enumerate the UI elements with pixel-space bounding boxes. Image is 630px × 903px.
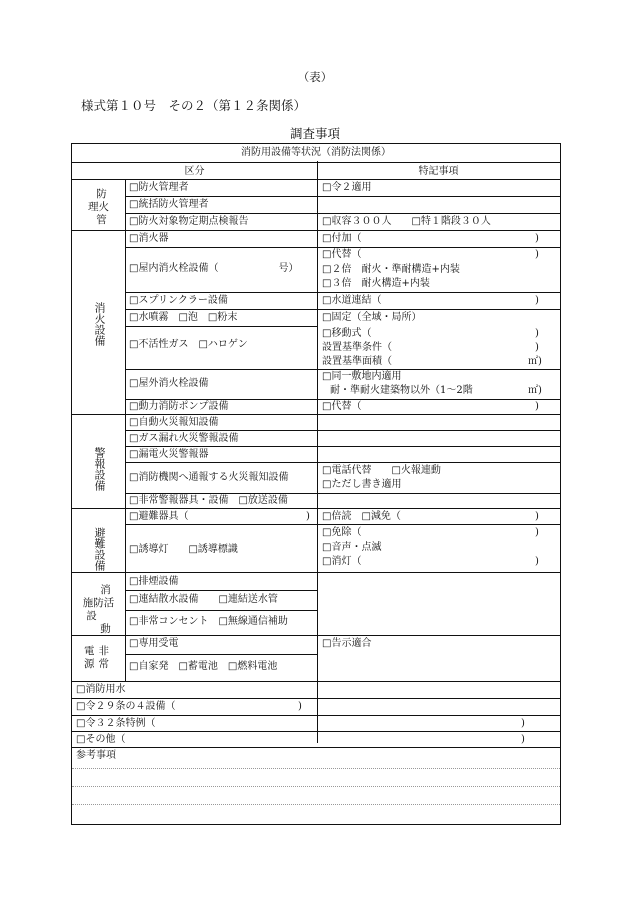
item-teiki-tenken[interactable]: □防火対象物定期点検報告 bbox=[129, 216, 249, 227]
note-paren: ) bbox=[535, 511, 539, 522]
item-hijo-keiho[interactable]: □非常警報器具・設備 □放送設備 bbox=[129, 495, 288, 506]
item-tokatsu-boka[interactable]: □統括防火管理者 bbox=[129, 199, 209, 210]
item-paren: ) bbox=[298, 701, 302, 712]
note-paren: ) bbox=[535, 233, 539, 244]
section-line bbox=[72, 508, 560, 509]
item-shobo-yosui[interactable]: □消防用水 bbox=[76, 684, 126, 695]
note-onsei[interactable]: □音声・点滅 bbox=[322, 542, 382, 553]
row-line bbox=[125, 399, 560, 400]
row-line bbox=[72, 715, 560, 716]
item-boka-kanrisha[interactable]: □防火管理者 bbox=[129, 182, 189, 193]
item-hinan-kigu[interactable]: □避難器具（ bbox=[129, 511, 189, 522]
item-sonota[interactable]: □その他（ bbox=[76, 734, 126, 745]
survey-table bbox=[71, 143, 561, 825]
item-renketsu-sansui[interactable]: □連結散水設備 □連結送水管 bbox=[129, 594, 278, 605]
item-rei29[interactable]: □令２９条の４設備（ bbox=[76, 701, 176, 712]
row-line bbox=[125, 610, 317, 611]
note-taika-igai: 耐・準耐火建築物以外（1～2階 bbox=[330, 385, 473, 396]
note-baidoku[interactable]: □倍読 □減免（ bbox=[322, 511, 401, 522]
note-paren: ) bbox=[535, 249, 539, 260]
section-line bbox=[72, 681, 560, 682]
note-suido-renketsu[interactable]: □水道連結（ bbox=[322, 295, 382, 306]
item-hijo-concent[interactable]: □非常コンセント □無線通信補助 bbox=[129, 616, 288, 627]
note-kokuji[interactable]: □告示適合 bbox=[322, 638, 372, 649]
row-line bbox=[125, 590, 317, 591]
row-line bbox=[125, 247, 560, 248]
item-doryoku-pump[interactable]: □動力消防ポンプ設備 bbox=[129, 401, 229, 412]
item-okunai-shokasen[interactable]: □屋内消火栓設備（ 号） bbox=[129, 263, 299, 274]
col-category-header: 区分 bbox=[184, 166, 205, 177]
note-paren: ) bbox=[535, 556, 539, 567]
category-dengen-label: 電非 源常 bbox=[84, 645, 113, 670]
section-line bbox=[72, 572, 560, 573]
item-yudoto[interactable]: □誘導灯 □誘導標識 bbox=[129, 544, 238, 555]
row-line bbox=[125, 654, 317, 655]
note-idoshiki[interactable]: □移動式（ bbox=[322, 328, 372, 339]
row-line bbox=[72, 179, 560, 180]
row-line bbox=[125, 292, 560, 293]
page-title: 調査事項 bbox=[289, 126, 340, 141]
item-jikahatsu[interactable]: □自家発 □蓄電池 □燃料電池 bbox=[129, 661, 278, 672]
item-tsuho[interactable]: □消防機関へ通報する火災報知設備 bbox=[129, 472, 289, 483]
item-suifunmu[interactable]: □水噴霧 □泡 □粉末 bbox=[129, 312, 238, 323]
remarks-line[interactable] bbox=[72, 786, 560, 787]
item-sprinkler[interactable]: □スプリンクラー設備 bbox=[129, 295, 228, 306]
item-fukassei-gas[interactable]: □不活性ガス □ハロゲン bbox=[129, 339, 248, 350]
note-doitsu-shikichi[interactable]: □同一敷地内適用 bbox=[322, 371, 402, 382]
note-daitai[interactable]: □代替（ bbox=[322, 401, 362, 412]
row-line bbox=[72, 747, 560, 748]
note-nibai[interactable]: □２倍 耐火・準耐構造+内装 bbox=[322, 264, 460, 275]
category-katsudo-label: 消 施防活 設 動 bbox=[82, 584, 115, 635]
note-m2: ㎡) bbox=[528, 385, 542, 396]
note-sanbai[interactable]: □３倍 耐火構造+内装 bbox=[322, 278, 430, 289]
remarks-line[interactable] bbox=[72, 768, 560, 769]
note-denwa-daitai[interactable]: □電話代替 □火報連動 bbox=[322, 465, 441, 476]
notes-divider bbox=[317, 161, 318, 743]
row-line bbox=[72, 731, 560, 732]
item-haien[interactable]: □排煙設備 bbox=[129, 576, 179, 587]
note-fuka[interactable]: □付加（ bbox=[322, 233, 362, 244]
note-paren: ) bbox=[535, 342, 539, 353]
section-line bbox=[72, 230, 560, 231]
category-shoka-label: 消火設備 bbox=[93, 302, 106, 346]
row-line bbox=[72, 162, 560, 163]
col-notes-header: 特記事項 bbox=[418, 166, 459, 177]
note-shoto[interactable]: □消灯（ bbox=[322, 556, 362, 567]
remarks-line[interactable] bbox=[72, 804, 560, 805]
item-jidou-kasai[interactable]: □自動火災報知設備 bbox=[129, 417, 219, 428]
row-line bbox=[125, 446, 560, 447]
row-line bbox=[125, 524, 560, 525]
omote-label: （表） bbox=[297, 70, 333, 84]
section-line bbox=[72, 414, 560, 415]
note-kotei[interactable]: □固定（全域・局所） bbox=[322, 312, 422, 323]
note-paren: ) bbox=[535, 401, 539, 412]
item-gas-more[interactable]: □ガス漏れ火災警報設備 bbox=[129, 433, 239, 444]
item-paren: ) bbox=[306, 511, 310, 522]
note-tadashigaki[interactable]: □ただし書き適用 bbox=[322, 479, 402, 490]
item-paren: ) bbox=[521, 734, 525, 745]
form-number: 様式第１０号 その２（第１２条関係） bbox=[81, 98, 307, 113]
category-boka-label: 防 理火 管 bbox=[88, 188, 109, 226]
row-line bbox=[125, 493, 560, 494]
table-main-title: 消防用設備等状況（消防法関係） bbox=[241, 147, 391, 158]
note-paren: ) bbox=[535, 295, 539, 306]
item-senyo-juden[interactable]: □専用受電 bbox=[129, 638, 179, 649]
row-line bbox=[72, 698, 560, 699]
note-kijun-menseki: 設置基準面積（ bbox=[322, 356, 392, 367]
item-roden[interactable]: □漏電火災警報器 bbox=[129, 449, 209, 460]
remarks-label: 参考事項 bbox=[76, 750, 116, 761]
note-paren: ) bbox=[535, 527, 539, 538]
item-rei32[interactable]: □令３２条特例（ bbox=[76, 718, 156, 729]
category-keiho-label: 警報設備 bbox=[93, 447, 106, 491]
note-menjo[interactable]: □免除（ bbox=[322, 527, 362, 538]
row-line bbox=[125, 369, 560, 370]
note-paren: ) bbox=[535, 328, 539, 339]
section-line bbox=[72, 635, 560, 636]
row-line bbox=[125, 462, 560, 463]
row-line bbox=[125, 326, 317, 327]
row-line bbox=[125, 309, 560, 310]
item-paren: ) bbox=[521, 718, 525, 729]
row-line bbox=[125, 430, 560, 431]
item-okugai-shokasen[interactable]: □屋外消火栓設備 bbox=[129, 378, 209, 389]
note-m2: ㎡) bbox=[528, 356, 542, 367]
note-daitai[interactable]: □代替（ bbox=[322, 249, 362, 260]
note-rei2[interactable]: □令２適用 bbox=[322, 182, 372, 193]
note-shuyo[interactable]: □収容３００人 □特１階段３０人 bbox=[322, 216, 491, 227]
category-hinan-label: 避難設備 bbox=[93, 527, 106, 571]
row-line bbox=[125, 213, 560, 214]
note-kijun-joken: 設置基準条件（ bbox=[322, 342, 392, 353]
row-line bbox=[125, 196, 560, 197]
item-shokaki[interactable]: □消火器 bbox=[129, 233, 169, 244]
